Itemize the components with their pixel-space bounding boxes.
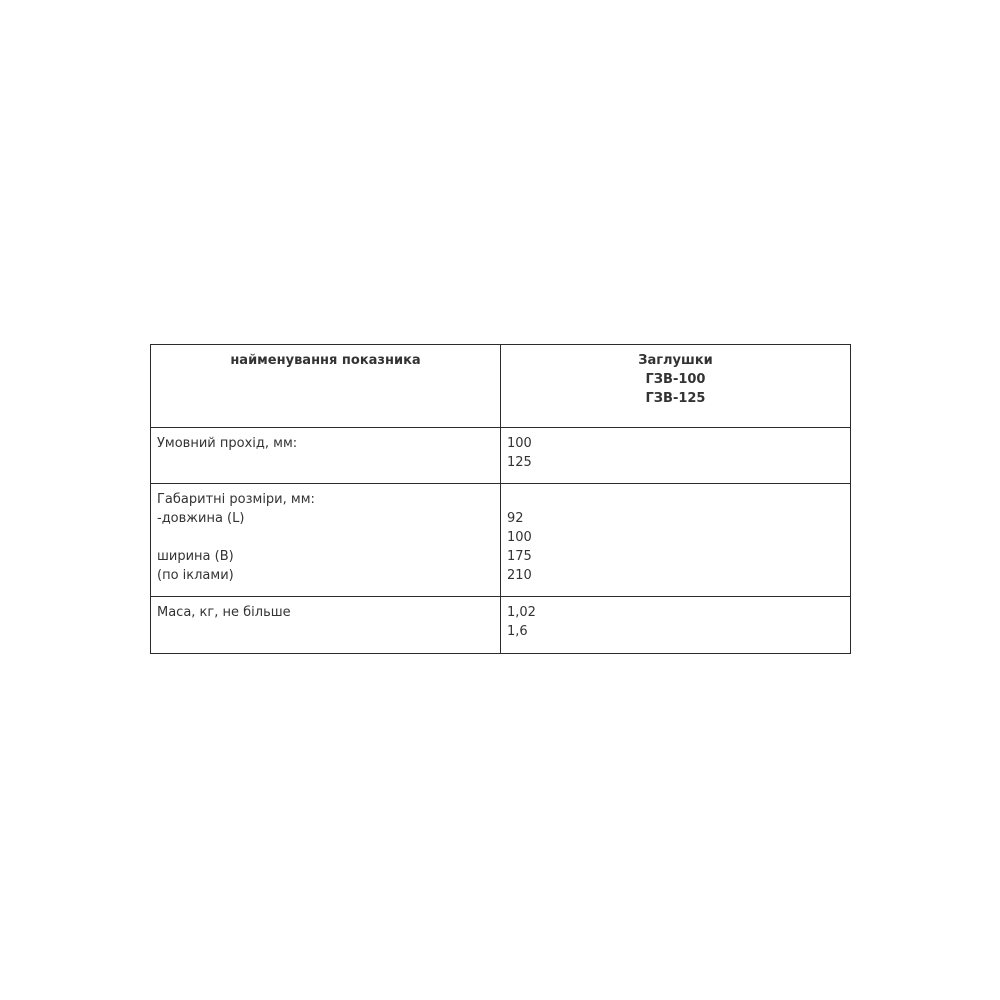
header-plugs-title: Заглушки: [638, 353, 713, 368]
cell-text: 175: [507, 549, 532, 564]
cell-text: 1,6: [507, 624, 528, 639]
cell-text: 210: [507, 568, 532, 583]
cell-text: Маса, кг, не більше: [157, 605, 291, 620]
table-header-row: [151, 345, 851, 428]
header-model-125: ГЗВ-125: [645, 391, 706, 406]
header-indicator-text: найменування показника: [230, 353, 421, 368]
cell-text: (по іклами): [157, 568, 234, 583]
table-row: [151, 484, 851, 597]
cell-text: -довжина (L): [157, 511, 245, 526]
cell-text: 1,02: [507, 605, 536, 620]
cell-text: ширина (B): [157, 549, 234, 564]
row-label-dimensions: [151, 484, 501, 597]
row-label-nominal-bore: [151, 428, 501, 484]
header-indicator-name: [151, 345, 501, 428]
row-value-dimensions: [501, 484, 851, 597]
cell-text: 100: [507, 436, 532, 451]
table-row: [151, 428, 851, 484]
spec-table: [150, 344, 851, 654]
cell-text: 100: [507, 530, 532, 545]
cell-text: Умовний прохід, мм:: [157, 436, 298, 451]
cell-text: 125: [507, 455, 532, 470]
table-row: [151, 597, 851, 654]
row-label-mass: [151, 597, 501, 654]
row-value-mass: [501, 597, 851, 654]
cell-spacer: [507, 490, 844, 509]
row-value-nominal-bore: [501, 428, 851, 484]
header-model-100: ГЗВ-100: [645, 372, 706, 387]
cell-text: 92: [507, 511, 524, 526]
header-plugs: [501, 345, 851, 428]
cell-spacer: [157, 528, 494, 547]
cell-text: Габаритні розміри, мм:: [157, 492, 315, 507]
